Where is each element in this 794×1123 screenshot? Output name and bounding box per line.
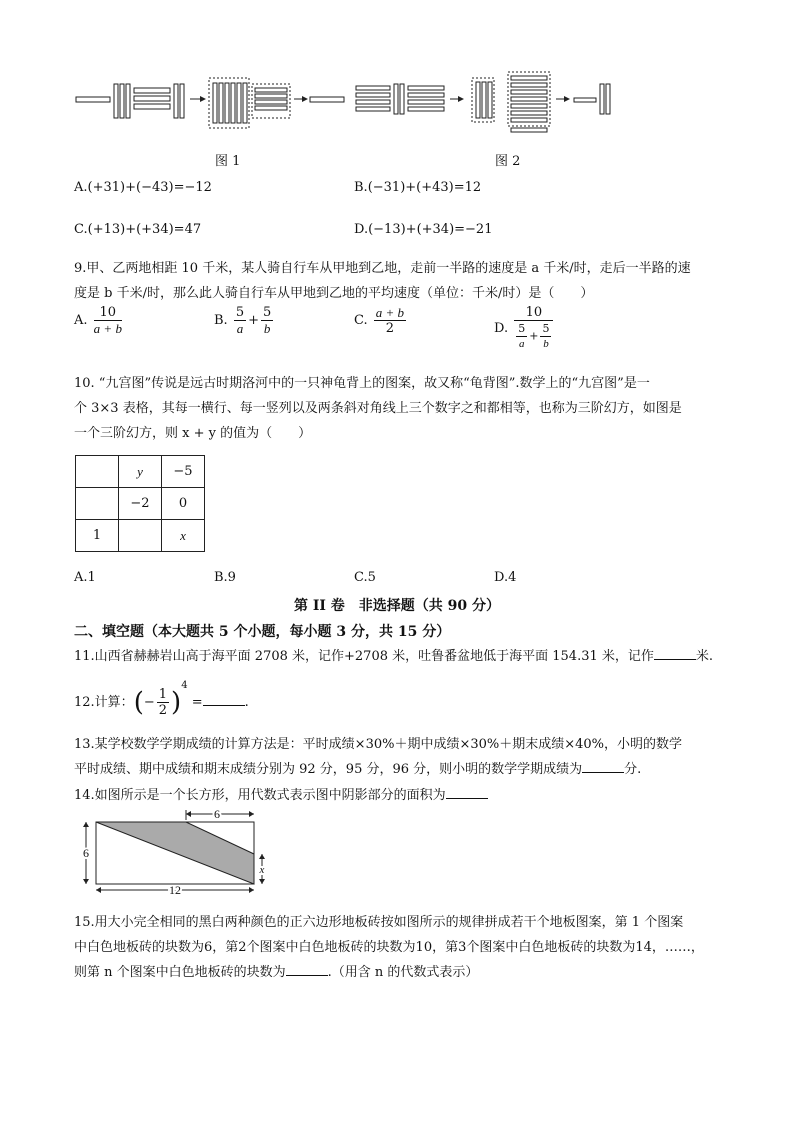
- dim-right: x: [259, 864, 265, 876]
- cell: 0: [162, 488, 205, 520]
- q9-line-1: 9.甲、乙两地相距 10 千米，某人骑自行车从甲地到乙地，走前一半路的速度是 a 千米/时，走后一半路的速: [74, 261, 691, 276]
- fill-in-heading: 二、填空题（本大题共 5 个小题，每小题 3 分，共 15 分）: [74, 624, 451, 640]
- q10-option-a: A.1: [74, 570, 96, 585]
- magic-square-row: [76, 520, 205, 552]
- cell: −2: [119, 488, 162, 520]
- q15-line-3: 则第 n 个图案中白色地板砖的块数为 .（用含 n 的代数式表示）: [74, 965, 479, 980]
- q9-option-c: C. $\frac{a + b}{2}$: [354, 305, 405, 336]
- q10-line-1: 10. “九宫图”传说是远古时期洛河中的一只神龟背上的图案，故又称“龟背图”.数学上的“九宫图”是一: [74, 376, 650, 391]
- dim-left: 6: [83, 846, 89, 860]
- q10-option-b: B.9: [214, 570, 236, 585]
- cell: [76, 488, 119, 520]
- cell: [119, 520, 162, 552]
- q11: 11.山西省赫赫岩山高于海平面 2708 米，记作+2708 米，吐鲁番盆地低于海平面 154.31 米，记作 米.: [74, 649, 714, 664]
- q14: 14.如图所示是一个长方形，用代数式表示图中阴影部分的面积为: [74, 784, 488, 803]
- q9-line-2: 度是 b 千米/时，那么此人骑自行车从甲地到乙地的平均速度（单位：千米/时）是（ ）: [74, 286, 594, 301]
- magic-square-row: [76, 488, 205, 520]
- q10-line-3: 一个三阶幻方，则 x + y 的值为（ ）: [74, 426, 312, 441]
- figure-1-caption: 图 1: [215, 154, 241, 169]
- q9-option-b: B. $\frac{5}{a}$ + $\frac{5}{b}$: [214, 305, 272, 336]
- cell: x: [162, 520, 205, 552]
- q10-line-2: 个 3×3 表格，其每一横行、每一竖列以及两条斜对角线上三个数字之和都相等，也称为三阶幻方，如图是: [74, 401, 682, 416]
- q9-option-a: A. $\frac{10}{a + b}$: [74, 305, 122, 336]
- section-2-title: 第 II 卷 非选择题（共 90 分）: [293, 598, 501, 614]
- q13-line-1: 13.某学校数学学期成绩的计算方法是：平时成绩×30%＋期中成绩×30%＋期末成绩×40%，小明的数学: [74, 737, 683, 752]
- q8-option-b: B.(−31)+(+43)=12: [354, 180, 482, 195]
- q8-figure-1: [70, 74, 350, 136]
- q8-figure-2: [350, 68, 630, 136]
- q10-option-c: C.5: [354, 570, 376, 585]
- q9-option-d: D. 10 $\frac{5}{a}$ + $\frac{5}{b}$: [494, 305, 555, 352]
- q14-rectangle-figure: [76, 806, 276, 898]
- dim-top: 6: [214, 807, 220, 821]
- cell: [76, 456, 119, 488]
- q15-line-2: 中白色地板砖的块数为6，第2个图案中白色地板砖的块数为10，第3个图案中白色地板砖的块数为14，……，: [74, 940, 704, 955]
- q12: 12.计算：(− $\frac{1}{2}$ )$^4$ = .: [74, 680, 249, 718]
- cell: 1: [76, 520, 119, 552]
- q13-line-2: 平时成绩、期中成绩和期末成绩分别为 92 分，95 分，96 分，则小明的数学学期成绩为 分.: [74, 762, 642, 777]
- q8-option-a: A.(+31)+(−43)=−12: [74, 180, 212, 195]
- q8-option-c: C.(+13)+(+34)=47: [74, 222, 202, 237]
- dim-bottom: 12: [169, 883, 181, 897]
- q15-line-1: 15.用大小完全相同的黑白两种颜色的正六边形地板砖按如图所示的规律拼成若干个地板图案，第 1 个图案: [74, 915, 684, 930]
- magic-square-row: [76, 456, 205, 488]
- cell: −5: [162, 456, 205, 488]
- cell: y: [119, 456, 162, 488]
- magic-square: [75, 455, 205, 552]
- q8-option-d: D.(−13)+(+34)=−21: [354, 222, 493, 237]
- q10-option-d: D.4: [494, 570, 517, 585]
- figure-2-caption: 图 2: [495, 154, 521, 169]
